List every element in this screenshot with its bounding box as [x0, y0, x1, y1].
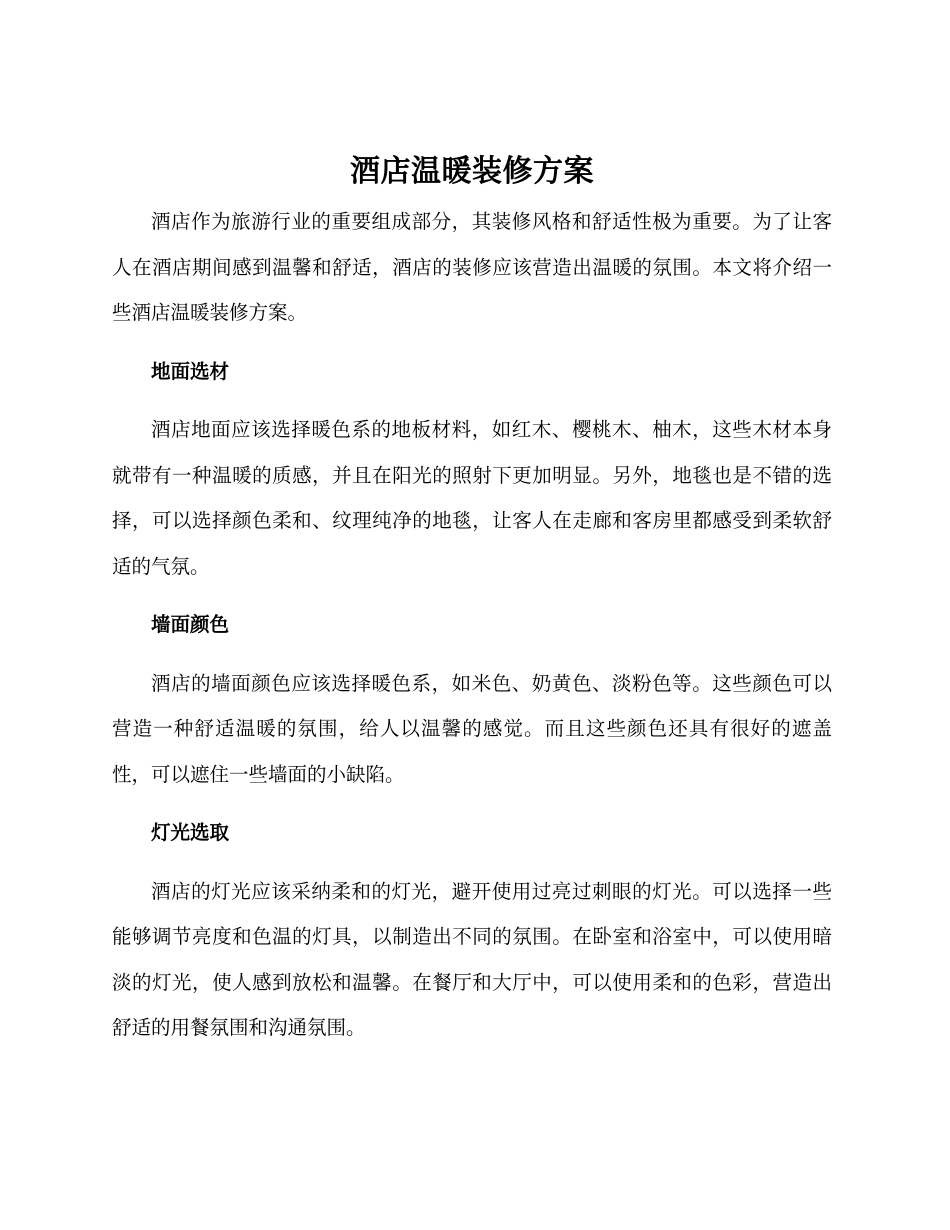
document-content — [112, 150, 832, 1051]
section-heading-floor: 地面选材 — [151, 359, 230, 383]
section-heading-lighting: 灯光选取 — [151, 821, 230, 844]
section-body-floor: 酒店地面应该选择暖色系的地板材料，如红木、樱桃木、柚木，这些木材本身就带有一种温暖的质感，并且在阳光的照射下更加明显。另外，地毯也是不错的选择，可以选择颜色柔和、纹理纯净的地毯，让客人在走廊和客房里都感受到柔软舒适的气氛。 — [112, 418, 832, 578]
intro-paragraph: 酒店作为旅游行业的重要组成部分，其装修风格和舒适性极为重要。为了让客人在酒店期间感到温馨和舒适，酒店的装修应该营造出温暖的氛围。本文将介绍一些酒店温暖装修方案。 — [112, 210, 832, 324]
section-heading-wall: 墙面颜色 — [151, 613, 230, 636]
section-body-wall: 酒店的墙面颜色应该选择暖色系，如米色、奶黄色、淡粉色等。这些颜色可以营造一种舒适温暖的氛围，给人以温馨的感觉。而且这些颜色还具有很好的遮盖性，可以遮住一些墙面的小缺陷。 — [112, 671, 832, 786]
document-title: 酒店温暖装修方案 — [350, 154, 594, 189]
section-body-lighting: 酒店的灯光应该采纳柔和的灯光，避开使用过亮过刺眼的灯光。可以选择一些能够调节亮度和色温的灯具，以制造出不同的氛围。在卧室和浴室中，可以使用暗淡的灯光，使人感到放松和温馨。在餐厅和大厅中，可以使用柔和的色彩，营造出舒适的用餐氛围和沟通氛围。 — [112, 879, 832, 1039]
